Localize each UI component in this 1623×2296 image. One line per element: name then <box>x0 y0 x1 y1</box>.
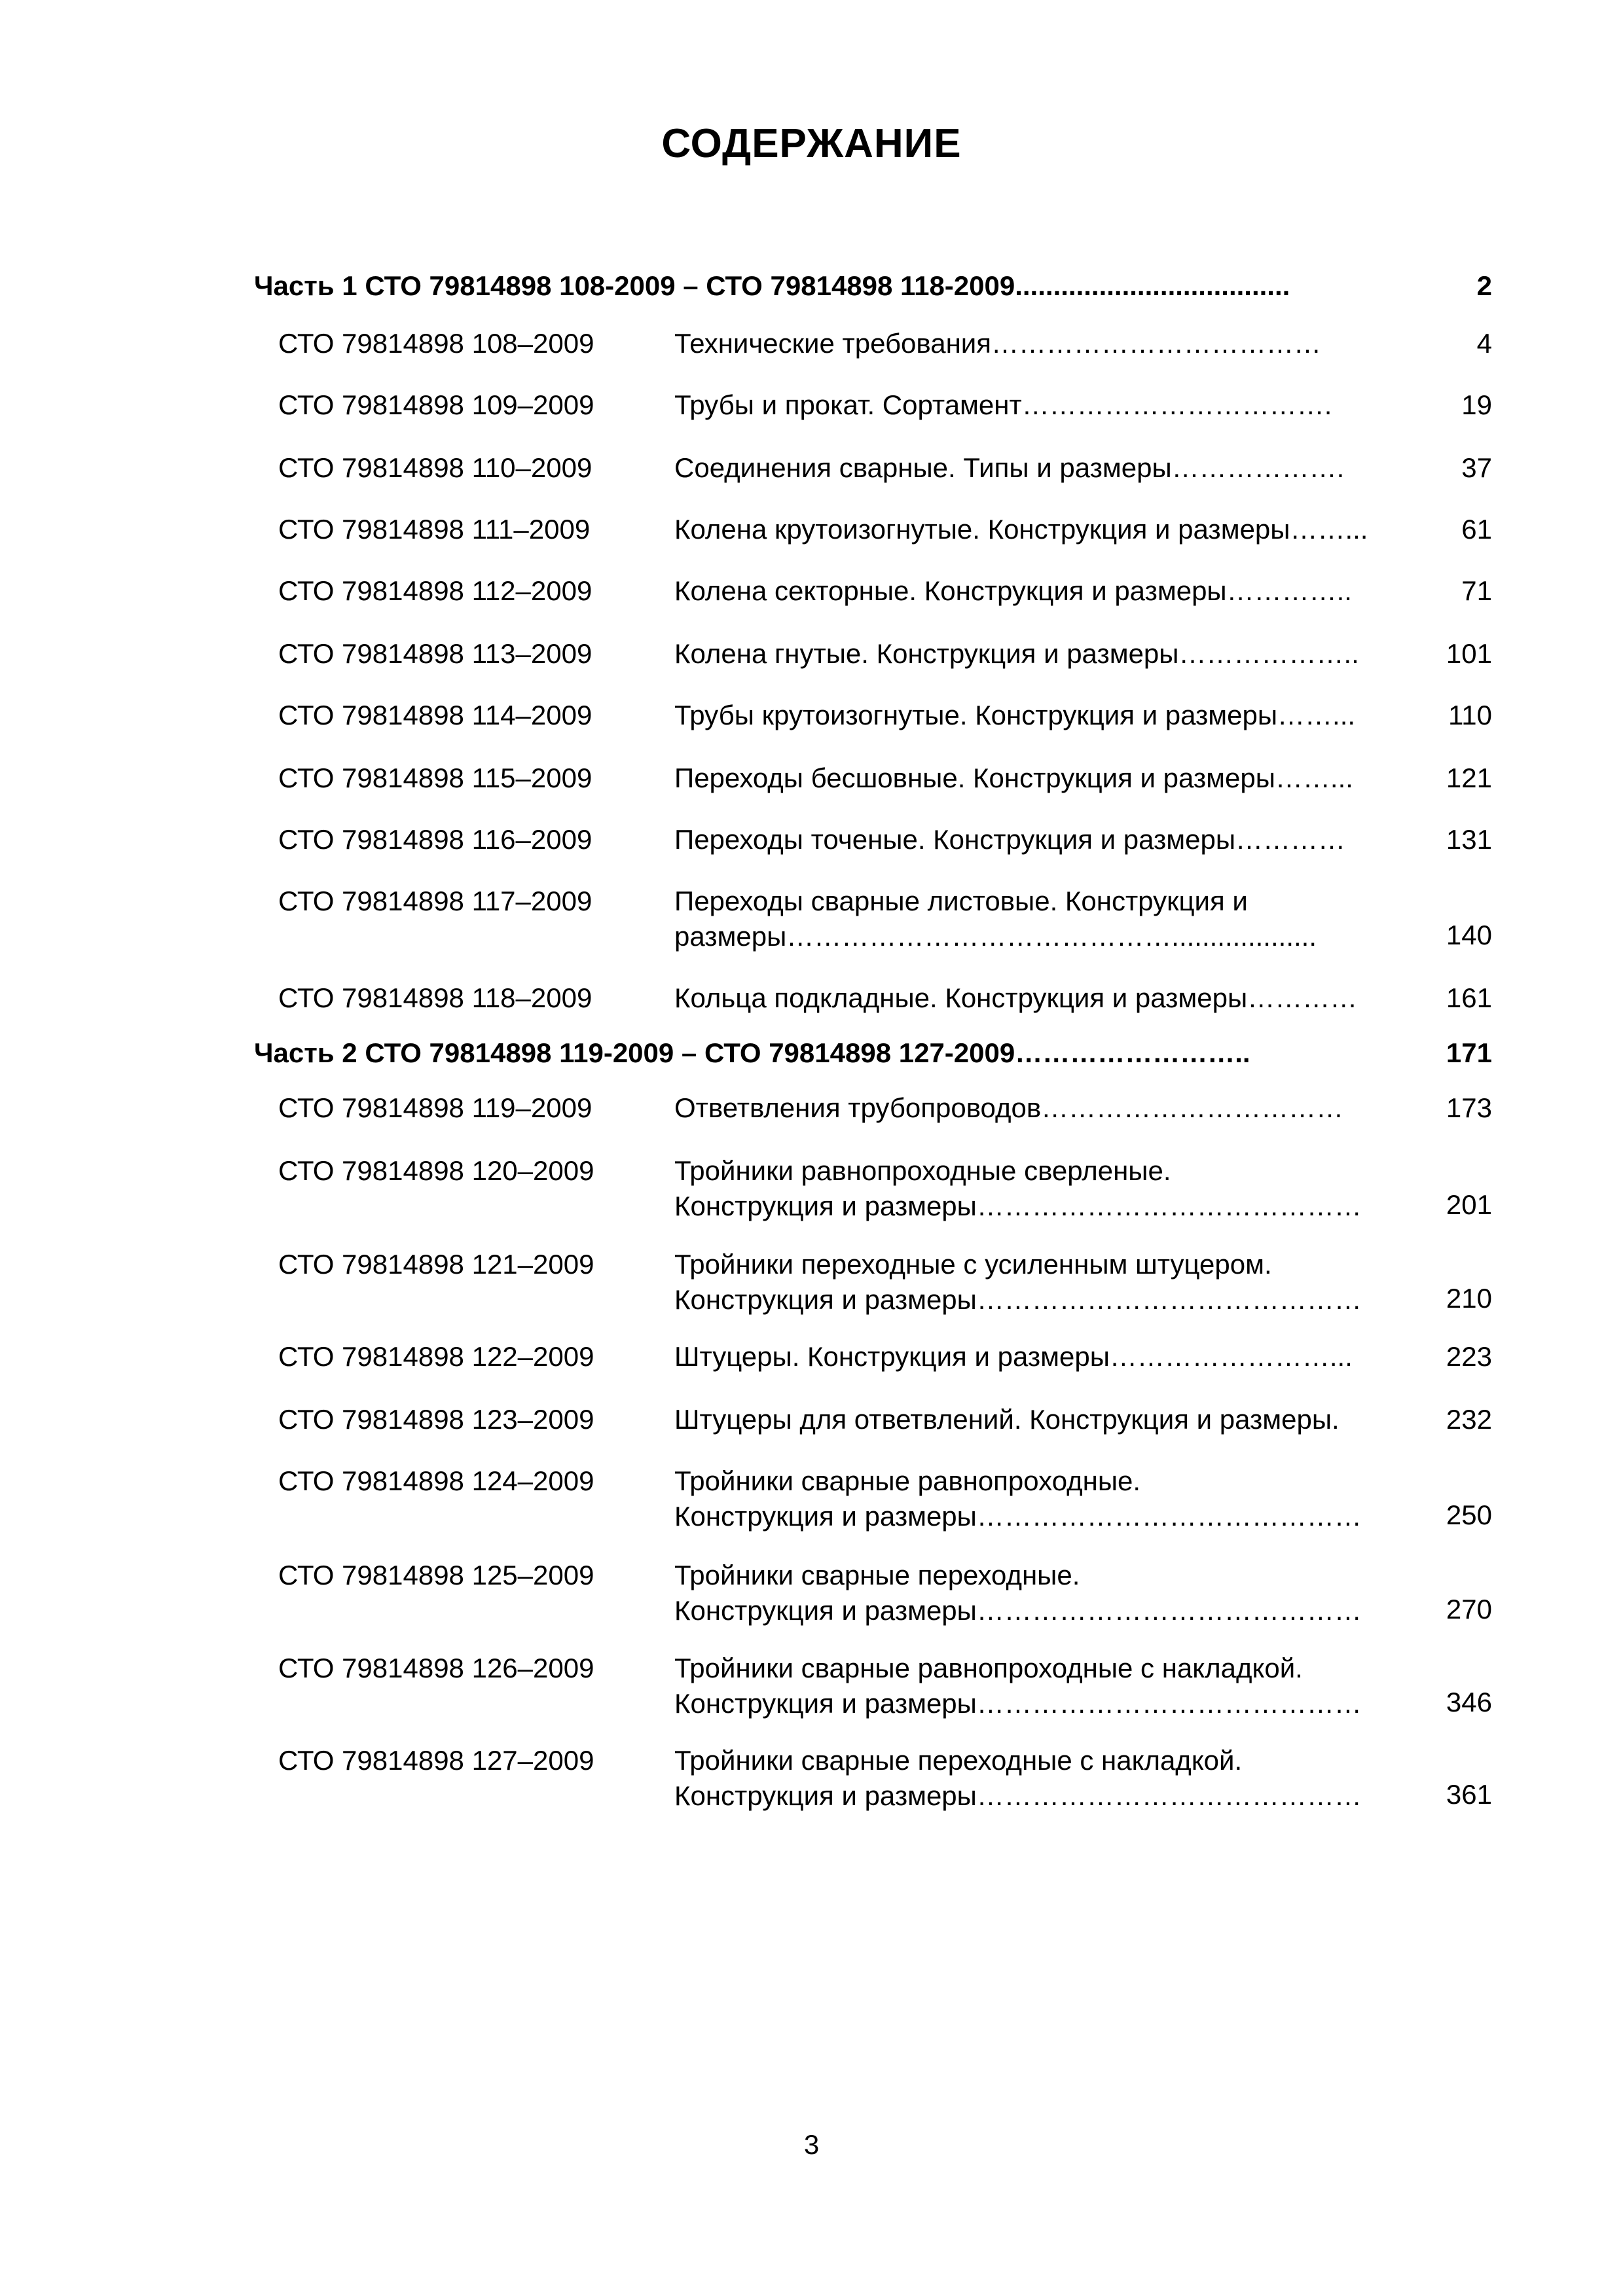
toc-entry-title-line: Технические требования……………………………… <box>674 328 1321 359</box>
toc-entry-title-line: Колена гнутые. Конструкция и размеры……………….. <box>674 638 1359 669</box>
toc-part-title: Часть 2 СТО 79814898 119-2009 – СТО 79814898 127-2009…………………….. <box>254 1037 1250 1068</box>
toc-entry-title-line: Конструкция и размеры…………………………………… <box>674 1191 1362 1221</box>
toc-standard-code: СТО 79814898 127–2009 <box>278 1745 594 1776</box>
toc-entry-title-line: Конструкция и размеры…………………………………… <box>674 1595 1362 1626</box>
toc-entry-title <box>674 512 1421 547</box>
toc-entry-title <box>674 1743 1421 1814</box>
toc-page-number: 171 <box>1446 1037 1492 1068</box>
toc-row[interactable] <box>0 884 1623 957</box>
toc-entry-title <box>674 1090 1421 1126</box>
toc-entry-title <box>674 1153 1421 1224</box>
toc-row[interactable] <box>0 1651 1623 1724</box>
toc-entry-title-line: Тройники сварные равнопроходные с накладкой. <box>674 1653 1303 1683</box>
toc-standard-code: СТО 79814898 124–2009 <box>278 1465 594 1496</box>
toc-row[interactable] <box>0 450 1623 490</box>
toc-page-number: 19 <box>1461 389 1492 420</box>
toc-row[interactable] <box>0 1090 1623 1130</box>
toc-entry-title <box>674 884 1421 954</box>
toc-part-row[interactable] <box>0 1035 1623 1075</box>
toc-row[interactable] <box>0 326 1623 365</box>
toc-standard-code: СТО 79814898 122–2009 <box>278 1341 594 1372</box>
toc-entry-title <box>674 698 1421 733</box>
toc-entry-title <box>674 1247 1421 1318</box>
toc-entry-title <box>674 326 1421 361</box>
toc-page-number: 61 <box>1461 514 1492 545</box>
toc-entry-title-line: Штуцеры для ответвлений. Конструкция и размеры. <box>674 1404 1340 1435</box>
toc-row[interactable] <box>0 1153 1623 1227</box>
toc-entry-title <box>674 387 1421 423</box>
toc-entry-title <box>674 1651 1421 1721</box>
toc-row[interactable] <box>0 1247 1623 1320</box>
toc-page-number: 140 <box>1446 920 1492 950</box>
toc-standard-code: СТО 79814898 112–2009 <box>278 575 593 606</box>
toc-page-number: 101 <box>1446 638 1492 669</box>
toc-standard-code: СТО 79814898 119–2009 <box>278 1092 593 1123</box>
toc-entry-title-line: Конструкция и размеры…………………………………… <box>674 1688 1362 1719</box>
toc-page-number: 346 <box>1446 1687 1492 1717</box>
toc-entry-title <box>674 1558 1421 1628</box>
toc-standard-code: СТО 79814898 114–2009 <box>278 700 593 730</box>
toc-page-number: 361 <box>1446 1779 1492 1810</box>
toc-standard-code: СТО 79814898 115–2009 <box>278 762 593 793</box>
toc-page-number: 110 <box>1448 700 1492 730</box>
toc-standard-code: СТО 79814898 121–2009 <box>278 1249 594 1280</box>
toc-entry-title-line: Колена крутоизогнутые. Конструкция и размеры……... <box>674 514 1368 545</box>
toc-entry-title-line: Кольца подкладные. Конструкция и размеры………… <box>674 982 1358 1013</box>
toc-standard-code: СТО 79814898 126–2009 <box>278 1653 594 1683</box>
toc-row[interactable] <box>0 1743 1623 1816</box>
toc-entry-title <box>674 636 1421 672</box>
toc-row[interactable] <box>0 1339 1623 1378</box>
toc-entry-title <box>674 1463 1421 1534</box>
toc-entry-title <box>674 1339 1421 1374</box>
toc-entry-title-line: Ответвления трубопроводов…………………………… <box>674 1092 1344 1123</box>
toc-entry-title <box>674 573 1421 609</box>
toc-entry-title-line: Тройники переходные с усиленным штуцером. <box>674 1249 1272 1280</box>
page-number: 3 <box>803 2129 820 2160</box>
toc-standard-code: СТО 79814898 116–2009 <box>278 824 593 855</box>
toc-standard-code: СТО 79814898 110–2009 <box>278 452 593 483</box>
toc-entry-title-line: размеры……………………………………................... <box>674 921 1317 952</box>
toc-standard-code: СТО 79814898 108–2009 <box>278 328 594 359</box>
toc-page-number: 131 <box>1446 824 1492 855</box>
toc-entry-title-line: Штуцеры. Конструкция и размеры……………………... <box>674 1341 1353 1372</box>
toc-entry-title <box>674 1402 1421 1437</box>
toc-page-number: 37 <box>1461 452 1492 483</box>
toc-entry-title-line: Тройники сварные переходные с накладкой. <box>674 1745 1243 1776</box>
toc-standard-code: СТО 79814898 117–2009 <box>278 886 593 916</box>
toc-entry-title <box>674 450 1421 486</box>
toc-row[interactable] <box>0 980 1623 1020</box>
toc-page-number: 121 <box>1446 762 1492 793</box>
toc-entry-title-line: Трубы крутоизогнутые. Конструкция и размеры……... <box>674 700 1356 730</box>
toc-entry-title-line: Соединения сварные. Типы и размеры………………. <box>674 452 1345 483</box>
toc-row[interactable] <box>0 761 1623 800</box>
toc-page-number: 4 <box>1476 328 1492 359</box>
toc-standard-code: СТО 79814898 120–2009 <box>278 1155 594 1186</box>
toc-page-number: 270 <box>1446 1594 1492 1624</box>
toc-page-number: 173 <box>1446 1092 1492 1123</box>
toc-page-number: 210 <box>1446 1283 1492 1314</box>
toc-entry-title-line: Переходы сварные листовые. Конструкция и <box>674 886 1248 916</box>
toc-entry-title <box>674 761 1421 796</box>
toc-standard-code: СТО 79814898 123–2009 <box>278 1404 594 1435</box>
toc-page-number: 161 <box>1446 982 1492 1013</box>
toc-page-number: 232 <box>1446 1404 1492 1435</box>
toc-part-title: Часть 1 СТО 79814898 108-2009 – СТО 79814898 118-2009.................................... <box>254 270 1290 301</box>
toc-entry-title <box>674 822 1421 857</box>
toc-row[interactable] <box>0 636 1623 675</box>
toc-standard-code: СТО 79814898 109–2009 <box>278 389 594 420</box>
toc-row[interactable] <box>0 1402 1623 1441</box>
toc-standard-code: СТО 79814898 111–2009 <box>278 514 591 545</box>
toc-row[interactable] <box>0 698 1623 737</box>
toc-entry-title-line: Переходы точеные. Конструкция и размеры………… <box>674 824 1346 855</box>
toc-standard-code: СТО 79814898 113–2009 <box>278 638 593 669</box>
toc-entry-title-line: Тройники сварные переходные. <box>674 1560 1080 1590</box>
page-title: СОДЕРЖАНИЕ <box>661 121 962 166</box>
toc-row[interactable] <box>0 512 1623 551</box>
toc-row[interactable] <box>0 573 1623 613</box>
toc-page-number: 201 <box>1446 1189 1492 1220</box>
toc-part-row[interactable] <box>0 268 1623 308</box>
toc-entry-title-line: Тройники равнопроходные сверленые. <box>674 1155 1171 1186</box>
toc-entry-title-line: Конструкция и размеры…………………………………… <box>674 1501 1362 1532</box>
toc-page-number: 250 <box>1446 1499 1492 1530</box>
toc-standard-code: СТО 79814898 125–2009 <box>278 1560 594 1590</box>
toc-row[interactable] <box>0 387 1623 427</box>
toc-row[interactable] <box>0 1463 1623 1537</box>
toc-page-number: 2 <box>1476 270 1492 301</box>
toc-page-number: 71 <box>1461 575 1492 606</box>
toc-entry-title-line: Конструкция и размеры…………………………………… <box>674 1284 1362 1315</box>
toc-entry-title-line: Переходы бесшовные. Конструкция и размеры……... <box>674 762 1353 793</box>
toc-entry-title <box>674 980 1421 1016</box>
toc-entry-title-line: Конструкция и размеры…………………………………… <box>674 1780 1362 1811</box>
toc-entry-title-line: Тройники сварные равнопроходные. <box>674 1465 1141 1496</box>
toc-entry-title-line: Трубы и прокат. Сортамент……………………………. <box>674 389 1332 420</box>
toc-row[interactable] <box>0 822 1623 861</box>
toc-standard-code: СТО 79814898 118–2009 <box>278 982 593 1013</box>
toc-entry-title-line: Колена секторные. Конструкция и размеры………….. <box>674 575 1352 606</box>
toc-row[interactable] <box>0 1558 1623 1631</box>
toc-page-number: 223 <box>1446 1341 1492 1372</box>
